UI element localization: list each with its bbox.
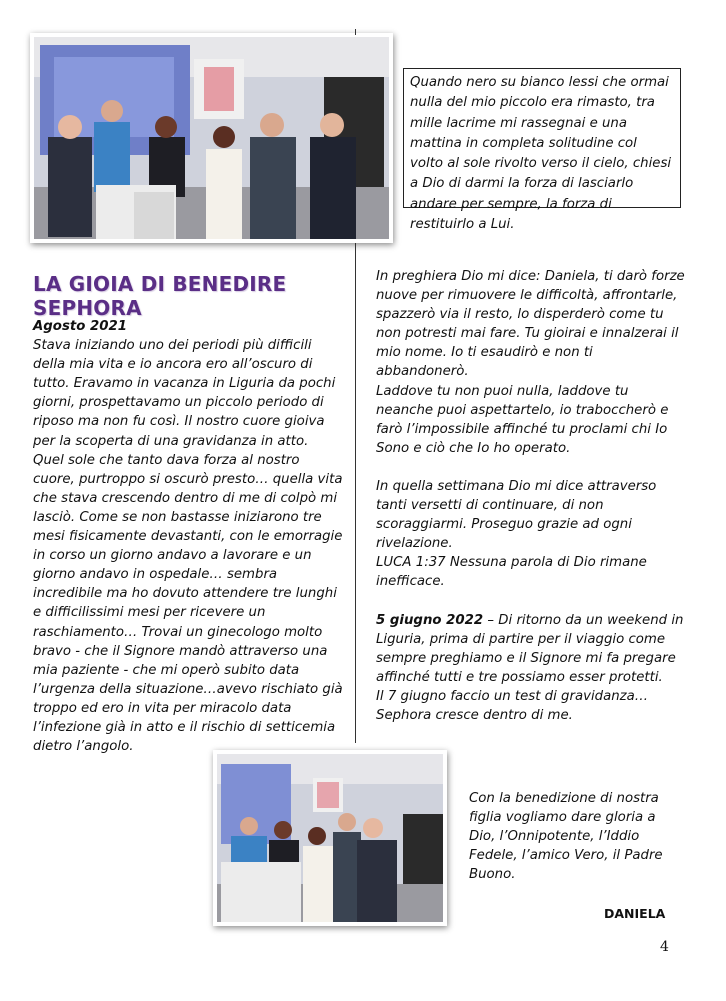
right-paragraph-6: Il 7 giugno faccio un test di gravidanza…	[376, 688, 649, 704]
right-paragraph-1: In preghiera Dio mi dice: Daniela, ti darò forze nuove per rimuovere le difficoltà, affrontarle, spazzerò via il resto, lo disperderò come tu non potresti mai fare. Tu gioirai e innalzerai il mio nome. Io ti esaudirò e non ti abbandonerò.	[376, 269, 685, 380]
right-paragraph-5-rest: – Di ritorno da un weekend in Liguria, prima di partire per il viaggio come sempre preghiamo e il Signore mi fa pregare affinché tutti e tre possiamo esser protetti.	[376, 612, 684, 685]
right-paragraph-2: Laddove tu non puoi nulla, laddove tu neanche puoi aspettartelo, io traboccherò e farò l’impossibile affinché tu proclami chi Io Sono e ciò che Io ho operato.	[376, 383, 669, 456]
page-number: 4	[660, 939, 669, 955]
photo-bottom-image	[217, 754, 443, 922]
author-signature: DANIELA	[604, 906, 666, 921]
closing-text	[469, 789, 669, 884]
photo-top	[30, 33, 393, 243]
right-paragraph-4: LUCA 1:37 Nessuna parola di Dio rimane inefficace.	[376, 555, 647, 590]
article-title: LA GIOIA DI BENEDIRE SEPHORA	[33, 272, 287, 320]
right-paragraph-3: In quella settimana Dio mi dice attraverso tanti versetti di continuare, di non scoraggiarmi. Proseguo grazie ad ogni rivelazione.	[376, 478, 657, 552]
left-body-paragraph: Stava iniziando uno dei periodi più difficili della mia vita e io ancora ero all’oscuro di tutto. Eravamo in vacanza in Liguria da pochi giorni, prospettavamo un piccolo periodo di riposo ma non fu così. Il nostro cuore gioiva per la scoperta di una gravidanza in atto. Quel sole che tanto dava forza al nostro cuore, purtroppo si oscurò presto… quella vita che stava crescendo dentro di me di colpò mi lasciò. Come se non bastasse iniziarono tre mesi fisicamente devastanti, con le emorragie in corso un giorno andavo a lavorare e un giorno andavo in ospedale… sembra incredibile ma ho dovuto attendere tre lunghi e difficilissimi mesi per ricevere un raschiamento… Trovai un ginecologo molto bravo - che il Signore mandò attraverso una mia paziente - che mi operò subito data l’urgenza della situazione…avevo rischiato già troppo ed ero in vita per miracolo data l’infezione già in atto e il rischio di setticemia dietro l’angolo.	[33, 338, 343, 755]
column-divider	[355, 243, 356, 743]
closing-paragraph: Con la benedizione di nostra figlia vogliamo dare gloria a Dio, l’Onnipotente, l’Iddio Fedele, l’amico Vero, il Padre Buono.	[469, 791, 663, 883]
quote-box	[403, 68, 681, 233]
left-column	[33, 317, 343, 756]
quote-text: Quando nero su bianco lessi che ormai nulla del mio piccolo era rimasto, tra mille lacrime mi rassegnai e una mattina in completa solitudine col volto al sole rivolto verso il cielo, chiesi a Dio di darmi la forza di lasciarlo andare per sempre, la forza di restituirlo a Lui.	[410, 75, 672, 233]
right-paragraph-5	[376, 611, 686, 687]
date-heading-june-2022: 5 giugno 2022	[376, 612, 484, 628]
right-paragraph-7: Sephora cresce dentro di me.	[376, 707, 573, 723]
date-heading-august-2021: Agosto 2021	[33, 319, 127, 334]
photo-top-image	[34, 37, 389, 239]
photo-bottom	[213, 750, 447, 926]
column-divider-top-tick	[355, 29, 356, 35]
right-column	[376, 267, 686, 725]
